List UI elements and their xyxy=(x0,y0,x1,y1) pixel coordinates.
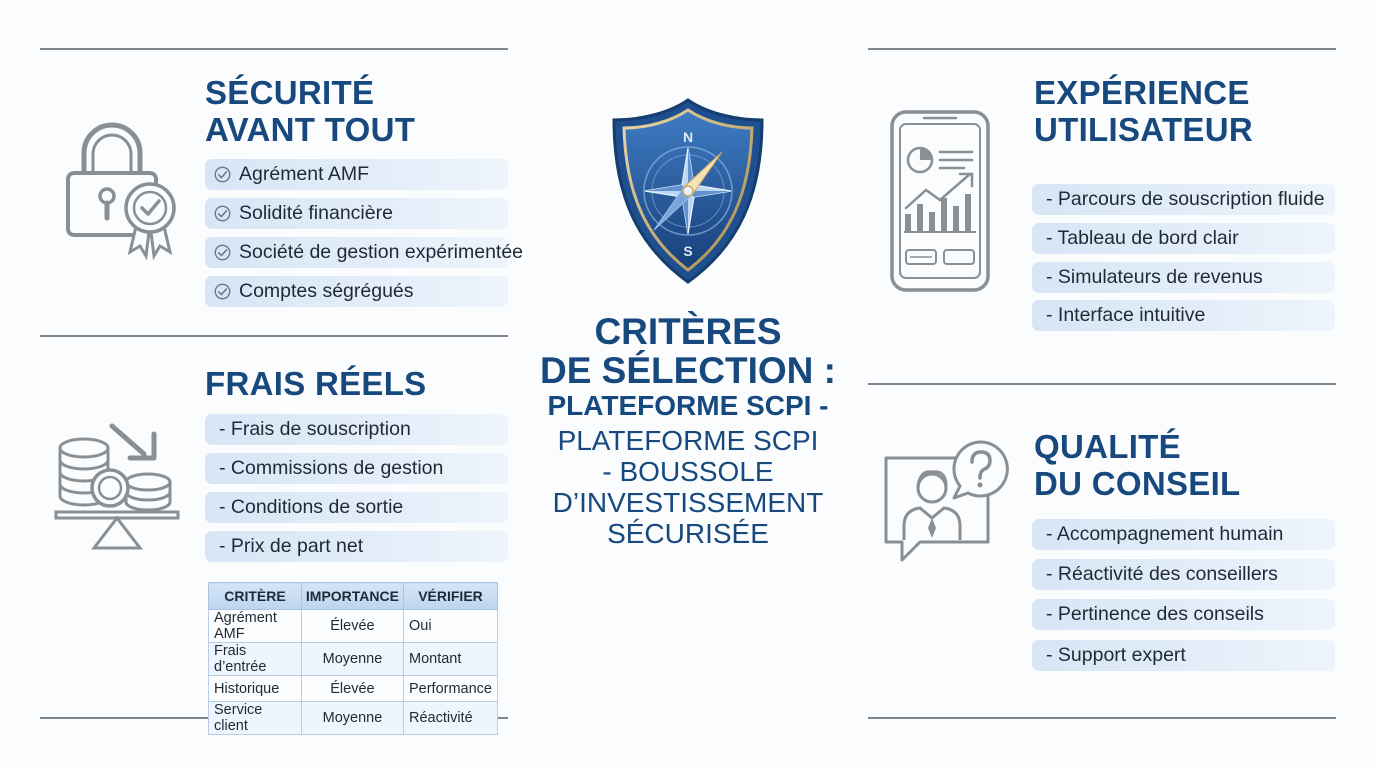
security-item xyxy=(205,237,524,268)
ux-title xyxy=(1034,74,1253,148)
down-arrow-icon xyxy=(106,420,166,472)
main-title-line1: CRITÈRES xyxy=(594,311,782,352)
security-title-line2: AVANT TOUT xyxy=(205,111,416,148)
advice-item xyxy=(1032,519,1335,550)
advice-title-line2: DU CONSEIL xyxy=(1034,465,1241,502)
advice-item xyxy=(1032,599,1335,630)
fees-item xyxy=(205,492,508,523)
certificate-badge-icon xyxy=(120,180,180,260)
divider-mid-right xyxy=(868,383,1336,385)
fees-item-label: - Prix de part net xyxy=(219,535,364,557)
main-subtitle-line2: - BOUSSOLE xyxy=(602,456,774,487)
table-cell: Moyenne xyxy=(301,702,403,735)
table-cell: Moyenne xyxy=(301,643,403,676)
security-item xyxy=(205,276,508,307)
advice-item-label: - Réactivité des conseillers xyxy=(1046,563,1278,585)
table-cell: Historique xyxy=(209,676,302,702)
ux-item-label: - Tableau de bord clair xyxy=(1046,227,1239,249)
table-cell: Oui xyxy=(403,610,497,643)
smartphone-chart-icon xyxy=(888,108,992,294)
security-item-label: Agrément AMF xyxy=(239,163,370,185)
table-cell: Performance xyxy=(403,676,497,702)
table-cell: Frais d’entrée xyxy=(209,643,302,676)
security-item-label: Solidité financière xyxy=(239,202,393,224)
advice-item xyxy=(1032,559,1335,590)
fees-item-label: - Frais de souscription xyxy=(219,418,411,440)
table-header: VÉRIFIER xyxy=(403,583,497,610)
security-item-label: Société de gestion expérimentée xyxy=(239,241,524,263)
main-title-line2: DE SÉLECTION : xyxy=(539,350,837,391)
check-circle-icon xyxy=(214,283,231,300)
main-subtitle-line1: PLATEFORME SCPI xyxy=(557,425,819,456)
table-header: IMPORTANCE xyxy=(301,583,403,610)
check-circle-icon xyxy=(214,205,231,222)
divider-top-left xyxy=(40,48,508,50)
advice-item-label: - Support expert xyxy=(1046,644,1186,666)
compass-shield-icon xyxy=(610,96,766,286)
table-row xyxy=(209,643,498,676)
main-subtitle-line3: D’INVESTISSEMENT xyxy=(552,487,824,518)
main-subtitle xyxy=(530,425,846,549)
fees-item xyxy=(205,414,508,445)
divider-bottom-right xyxy=(868,717,1336,719)
advice-item-label: - Pertinence des conseils xyxy=(1046,603,1264,625)
security-item xyxy=(205,198,508,229)
divider-top-right xyxy=(868,48,1336,50)
compass-north-label: N xyxy=(682,129,694,145)
table-cell: Montant xyxy=(403,643,497,676)
table-cell: Élevée xyxy=(301,610,403,643)
advice-title-line1: QUALITÉ xyxy=(1034,428,1181,465)
fees-item-label: - Conditions de sortie xyxy=(219,496,404,518)
ux-title-line1: EXPÉRIENCE xyxy=(1034,74,1250,111)
table-cell: Service client xyxy=(209,702,302,735)
main-subtitle-line4: SÉCURISÉE xyxy=(607,518,769,549)
table-cell: Agrément AMF xyxy=(209,610,302,643)
fees-title: FRAIS RÉELS xyxy=(205,365,427,402)
fees-item xyxy=(205,453,508,484)
fees-item-label: - Commissions de gestion xyxy=(219,457,444,479)
table-row xyxy=(209,676,498,702)
security-item xyxy=(205,159,508,190)
table-cell: Réactivité xyxy=(403,702,497,735)
advice-title xyxy=(1034,428,1241,502)
security-title xyxy=(205,74,415,148)
divider-mid-left xyxy=(40,335,508,337)
security-item-label: Comptes ségrégués xyxy=(239,280,414,302)
ux-item-label: - Parcours de souscription fluide xyxy=(1046,188,1325,210)
ux-item-label: - Interface intuitive xyxy=(1046,304,1206,326)
fees-item xyxy=(205,531,508,562)
criteria-table xyxy=(208,582,498,735)
table-row xyxy=(209,702,498,735)
ux-item xyxy=(1032,300,1335,331)
check-circle-icon xyxy=(214,244,231,261)
security-title-line1: SÉCURITÉ xyxy=(205,74,375,111)
advice-item xyxy=(1032,640,1335,671)
advice-item-label: - Accompagnement humain xyxy=(1046,523,1284,545)
main-title-line3: PLATEFORME SCPI - xyxy=(547,390,829,421)
table-cell: Élevée xyxy=(301,676,403,702)
compass-south-label: S xyxy=(683,243,693,259)
ux-item xyxy=(1032,184,1335,215)
question-bubble-icon xyxy=(948,438,1012,502)
ux-title-line2: UTILISATEUR xyxy=(1034,111,1254,148)
ux-item xyxy=(1032,223,1335,254)
ux-item xyxy=(1032,262,1335,293)
table-row xyxy=(209,610,498,643)
ux-item-label: - Simulateurs de revenus xyxy=(1046,266,1263,288)
main-title xyxy=(530,312,846,422)
table-header-row xyxy=(209,583,498,610)
table-header: CRITÈRE xyxy=(209,583,302,610)
check-circle-icon xyxy=(214,166,231,183)
